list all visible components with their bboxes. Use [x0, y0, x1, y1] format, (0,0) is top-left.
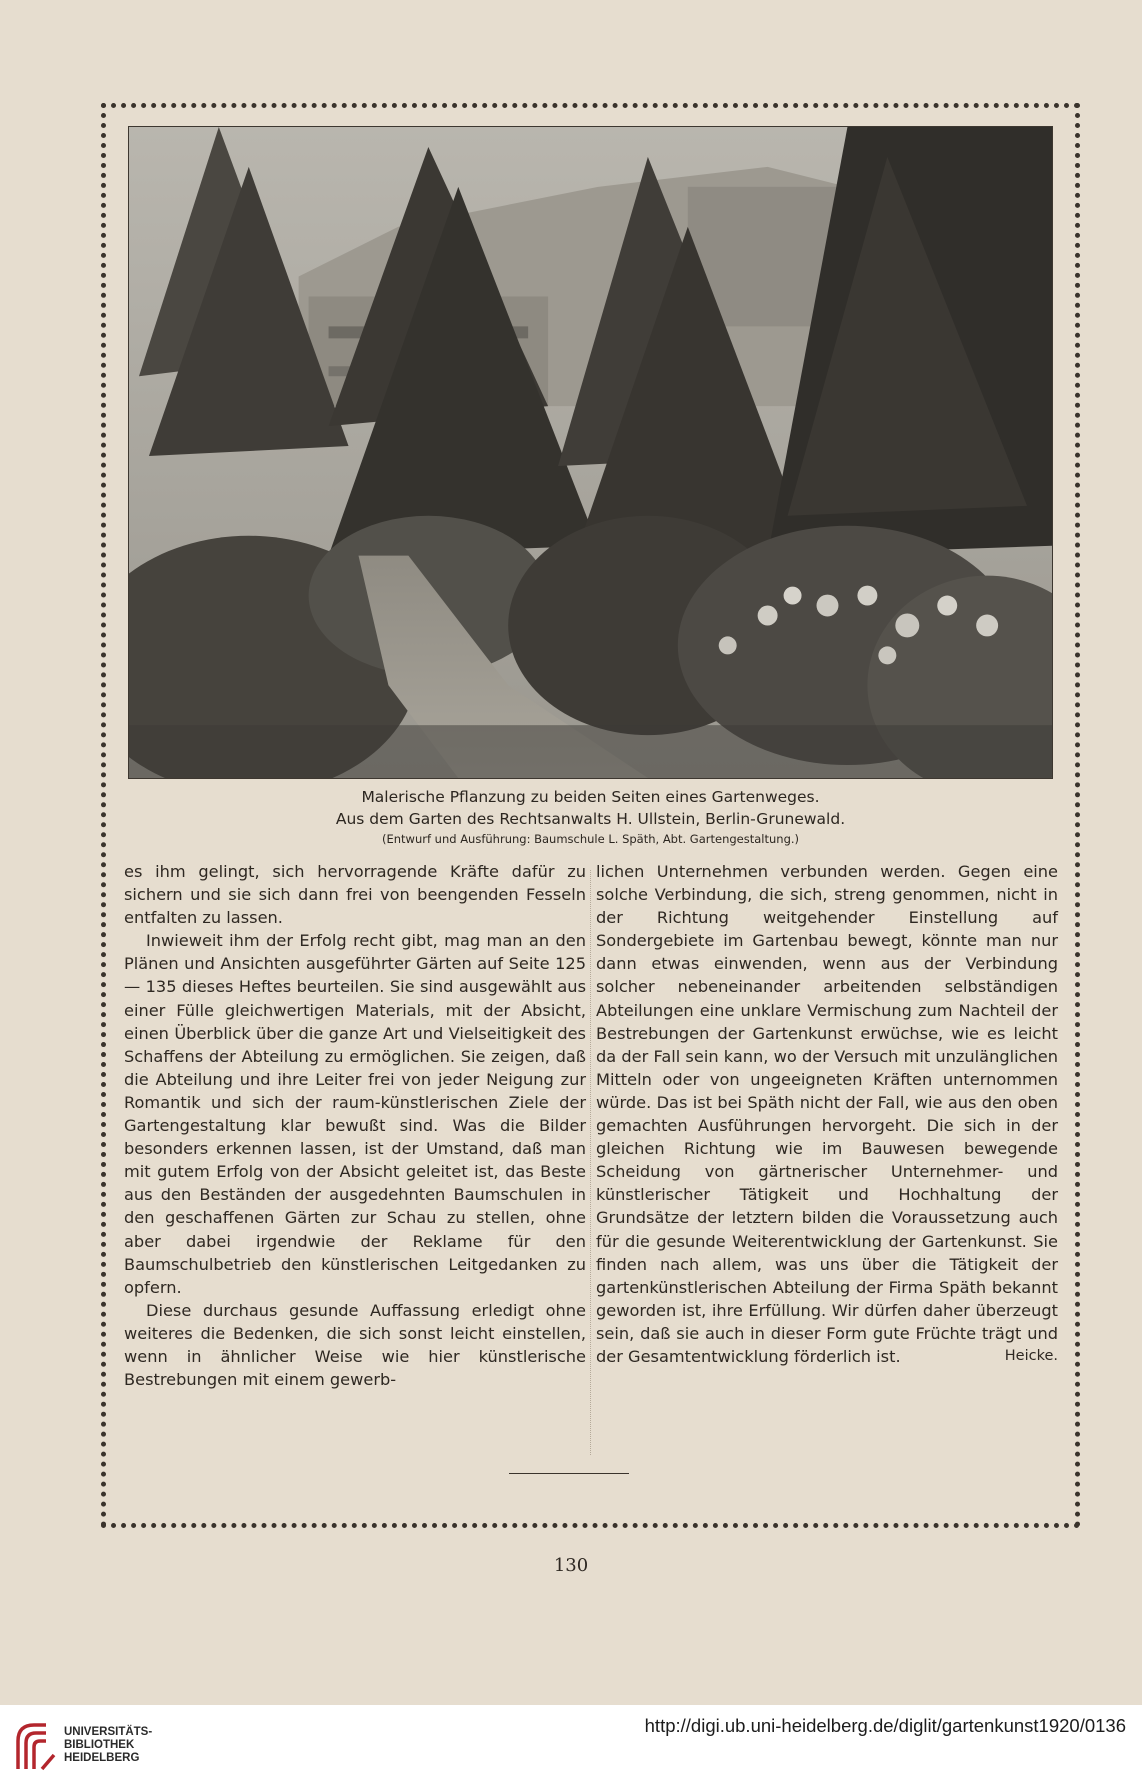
institution-line: BIBLIOTHEK — [64, 1739, 135, 1751]
institution-name — [64, 1726, 152, 1765]
university-library-logo-icon — [12, 1719, 60, 1775]
institution-line: HEIDELBERG — [64, 1752, 140, 1764]
paragraph: Inwieweit ihm der Erfolg recht gibt, mag man an den Plänen und Ansichten ausgeführter Gärten auf Seite 125 — 135 dieses Heftes beurteilen. Sie sind ausgewählt aus einer Fülle gleichwertigen Materials, mit der Absicht, einen Überblick über die ganze Art und Vielseitigkeit des Schaffens der Abteilung zu ermöglichen. Sie zeigen, daß die Abteilung und ihre Leiter frei von jeder Neigung zur Romantik und sich der raum-künstlerischen Ziele der Gartengestaltung klar bewußt sind. Was die Bilder besonders erkennen lassen, ist der Umstand, daß man mit gutem Erfolg von der Absicht geleitet ist, das Beste aus den Beständen der ausgedehnten Baumschulen in den geschaffenen Gärten zur Schau zu stellen, ohne aber dabei irgendwie der Reklame für den Baumschulbetrieb den künstlerischen Leitgedanken zu opfern. — [124, 931, 586, 1297]
column-divider — [590, 870, 591, 1455]
garden-photo-illustration — [129, 127, 1052, 778]
garden-photograph — [128, 126, 1053, 779]
source-url-link[interactable]: http://digi.ub.uni-heidelberg.de/diglit/gartenkunst1920/0136 — [644, 1715, 1126, 1736]
author-signature: Heicke. — [1004, 1347, 1058, 1364]
paragraph — [596, 860, 1058, 1368]
article-column-left — [124, 860, 586, 1391]
paragraph: Diese durchaus gesunde Auffassung erledigt ohne weiteres die Bedenken, die sich sonst leicht einstellen, wenn in ähnlicher Weise wie hier künstlerische Bestrebungen mit einem gewerb- — [124, 1300, 586, 1390]
caption-line-1: Malerische Pflanzung zu beiden Seiten eines Gartenweges. — [361, 788, 820, 806]
article-column-right — [596, 860, 1058, 1368]
page-number: 130 — [553, 1555, 589, 1576]
institution-line: UNIVERSITÄTS- — [64, 1726, 153, 1738]
digitization-footer — [0, 1705, 1142, 1787]
photo-caption — [128, 786, 1053, 848]
caption-line-2: Aus dem Garten des Rechtsanwalts H. Ullstein, Berlin-Grunewald. — [335, 810, 846, 828]
caption-credit: (Entwurf und Ausführung: Baumschule L. Späth, Abt. Gartengestaltung.) — [381, 832, 800, 846]
end-rule — [509, 1473, 629, 1474]
paragraph: es ihm gelingt, sich hervorragende Kräfte dafür zu sichern und sie sich dann frei von beengenden Fesseln entfalten zu lassen. — [124, 862, 586, 928]
paragraph-text: lichen Unternehmen verbunden werden. Gegen eine solche Verbindung, die sich, streng genommen, nicht in der Richtung weitgehender Einstellung auf Sondergebiete im Gartenbau bewegt, könnte man nur dann etwas einwenden, wenn aus der Verbindung solcher nebeneinander arbeitenden selbständigen Abteilungen eine unklare Vermischung zum Nachteil der Bestrebungen der Gartenkunst erwüchse, wie es leicht da der Fall sein kann, wo der Versuch mit unzulänglichen Mitteln oder von ungeeigneten Kräften unternommen würde. Das ist bei Späth nicht der Fall, wie aus den oben gemachten Ausführungen hervorgeht. Die sich in der gleichen Richtung wie im Bauwesen bewegende Scheidung von gärtnerischer Unternehmer- und künstlerischer Tätigkeit und Hochhaltung der Grundsätze der letztern bilden die Voraussetzung auch für die gesunde Weiterentwicklung der Gartenkunst. Sie finden nach allem, was uns über die Tätigkeit der gartenkünstlerischen Abteilung der Firma Späth bekannt geworden ist, ihre Erfüllung. Wir dürfen daher überzeugt sein, daß sie auch in dieser Form gute Früchte trägt und der Gesamtentwicklung förderlich ist. — [596, 862, 1058, 1366]
